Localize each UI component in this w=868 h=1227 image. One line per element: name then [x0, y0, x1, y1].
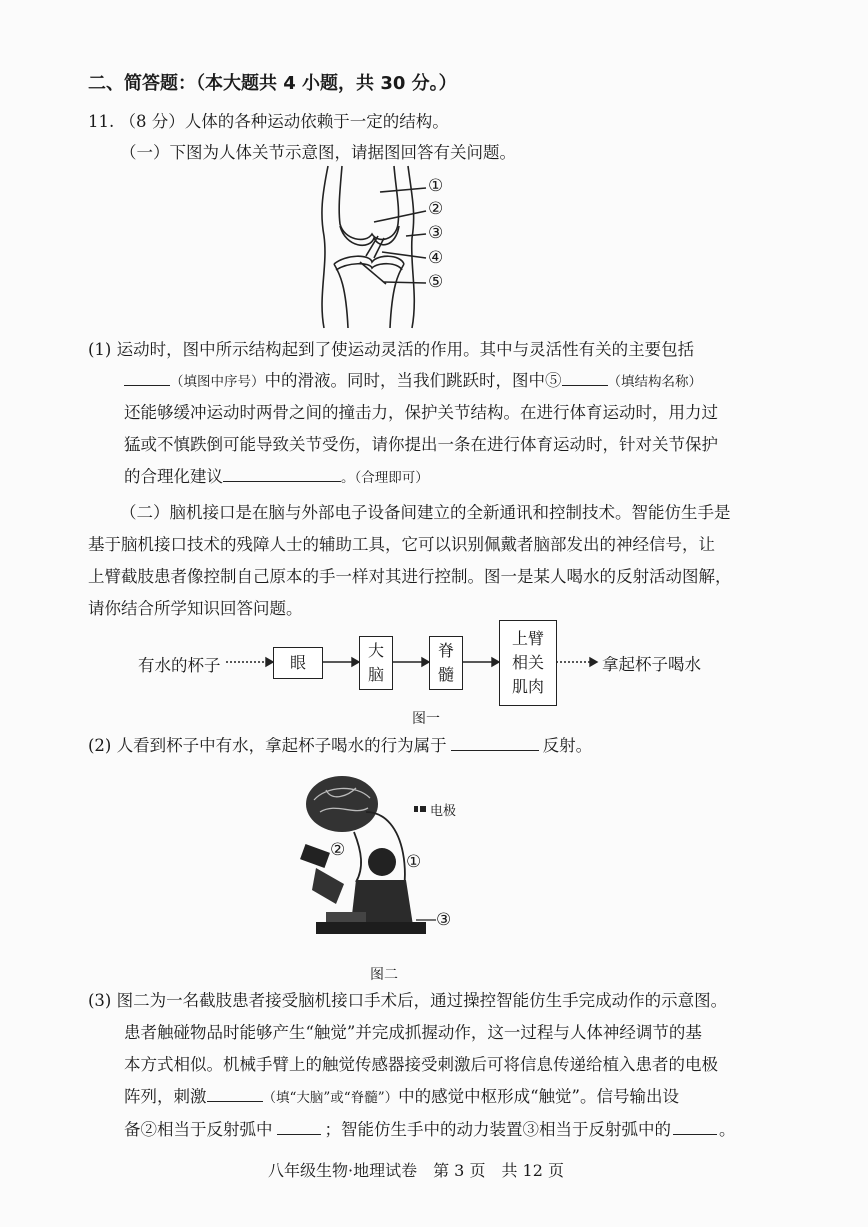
flow-box-brain-char2: 脑	[367, 665, 384, 684]
q3-line4-a: 阵列，刺激	[124, 1087, 207, 1106]
answer-blank-4[interactable]	[451, 736, 539, 751]
q3-line5-b: ；智能仿生手中的动力装置③相当于反射弧中的	[324, 1120, 671, 1139]
answer-blank-7[interactable]	[673, 1120, 717, 1135]
joint-diagram	[300, 166, 490, 328]
q1-line5-hint: 。（合理即可）	[341, 470, 429, 486]
q1-line5	[124, 466, 429, 489]
q2-line	[88, 735, 592, 757]
q3-line2: 患者触碰物品时能够产生“触觉”并完成抓握动作，这一过程与人体神经调节的基	[124, 1023, 702, 1042]
flow-box-spinal-char1: 脊	[437, 641, 454, 660]
joint-diagram-drawing	[300, 166, 490, 328]
flow-start: 有水的杯子	[138, 656, 221, 675]
page-footer: 八年级生物·地理试卷 第 3 页 共 12 页	[268, 1161, 564, 1180]
part2-line2: 基于脑机接口技术的残障人士的辅助工具，它可以识别佩戴者脑部发出的神经信号，让	[88, 535, 715, 554]
figure2	[296, 772, 496, 982]
joint-label-3: ③	[428, 223, 444, 243]
flow-box-muscle-line2: 相关	[511, 653, 544, 672]
q3-line4-b: 中的感觉中枢形成“触觉”。信号输出设	[398, 1087, 679, 1106]
q2-text-b: 反射。	[542, 736, 593, 755]
part2-line4: 请你结合所学知识回答问题。	[88, 599, 303, 618]
joint-label-5: ⑤	[428, 272, 444, 292]
q1-hint-name: （填结构名称）	[607, 374, 702, 390]
flow-box-eye-label: 眼	[289, 653, 306, 672]
q3-line5-a: 备②相当于反射弧中	[124, 1120, 273, 1139]
figure1-caption: 图一	[412, 711, 440, 727]
part2-line1: （二）脑机接口是在脑与外部电子设备间建立的全新通讯和控制技术。智能仿生手是	[120, 503, 731, 522]
part2-line3: 上臂截肢患者像控制自己原本的手一样对其进行控制。图一是某人喝水的反射活动图解，	[88, 567, 732, 586]
electrode-label: 电极	[430, 804, 457, 819]
flow-box-brain	[359, 636, 393, 690]
q3-line4	[124, 1086, 679, 1109]
q1-line1: (1) 运动时，图中所示结构起到了使运动灵活的作用。其中与灵活性有关的主要包括	[88, 340, 695, 359]
q3-line5-c: 。	[719, 1120, 736, 1139]
question-11-stem: 11. （8 分）人体的各种运动依赖于一定的结构。	[88, 112, 449, 131]
figure2-drawing	[296, 772, 496, 962]
flow-box-muscle-line3: 肌肉	[511, 677, 544, 696]
flow-box-brain-char1: 大	[367, 641, 384, 660]
flow-end: 拿起杯子喝水	[602, 655, 701, 674]
section-title: 二、简答题：（本大题共 4 小题，共 30 分。）	[88, 73, 457, 94]
figure2-caption: 图二	[370, 967, 398, 983]
joint-label-1: ①	[428, 176, 444, 196]
answer-blank-1[interactable]	[124, 371, 170, 386]
q1-hint-seq: （填图中序号）	[170, 374, 265, 390]
answer-blank-3[interactable]	[223, 467, 341, 482]
q1-line2	[124, 370, 702, 393]
flow-box-spinal-cord	[429, 636, 463, 690]
q3-line5	[124, 1119, 736, 1141]
fig2-label-2: ②	[330, 840, 346, 860]
fig2-label-1: ①	[406, 852, 422, 872]
q2-text-a: (2) 人看到杯子中有水，拿起杯子喝水的行为属于	[88, 736, 447, 755]
q3-line1: (3) 图二为一名截肢患者接受脑机接口手术后，通过操控智能仿生手完成动作的示意图。	[88, 991, 728, 1010]
fig2-label-3: ③	[436, 910, 452, 930]
q1-line3: 还能够缓冲运动时两骨之间的撞击力，保护关节结构。在进行体育运动时，用力过	[124, 403, 718, 422]
answer-blank-5[interactable]	[207, 1087, 263, 1102]
q3-line3: 本方式相似。机械手臂上的触觉传感器接受刺激后可将信息传递给植入患者的电极	[124, 1055, 718, 1074]
q1-line4: 猛或不慎跌倒可能导致关节受伤，请你提出一条在进行体育运动时，针对关节保护	[124, 435, 718, 454]
flow-box-muscle	[499, 620, 557, 706]
part1-intro: （一）下图为人体关节示意图，请据图回答有关问题。	[120, 143, 516, 162]
answer-blank-2[interactable]	[562, 371, 608, 386]
flow-box-eye	[273, 647, 323, 679]
joint-label-4: ④	[428, 248, 444, 268]
joint-label-2: ②	[428, 199, 444, 219]
q3-line4-hint: （填“大脑”或“脊髓”）	[262, 1090, 399, 1106]
q1-line2-mid: 中的滑液。同时，当我们跳跃时，图中⑤	[264, 371, 562, 390]
flow-box-spinal-char2: 髓	[437, 665, 454, 684]
answer-blank-6[interactable]	[277, 1120, 321, 1135]
q1-line5-a: 的合理化建议	[124, 467, 223, 486]
flow-box-muscle-line1: 上臂	[511, 629, 544, 648]
